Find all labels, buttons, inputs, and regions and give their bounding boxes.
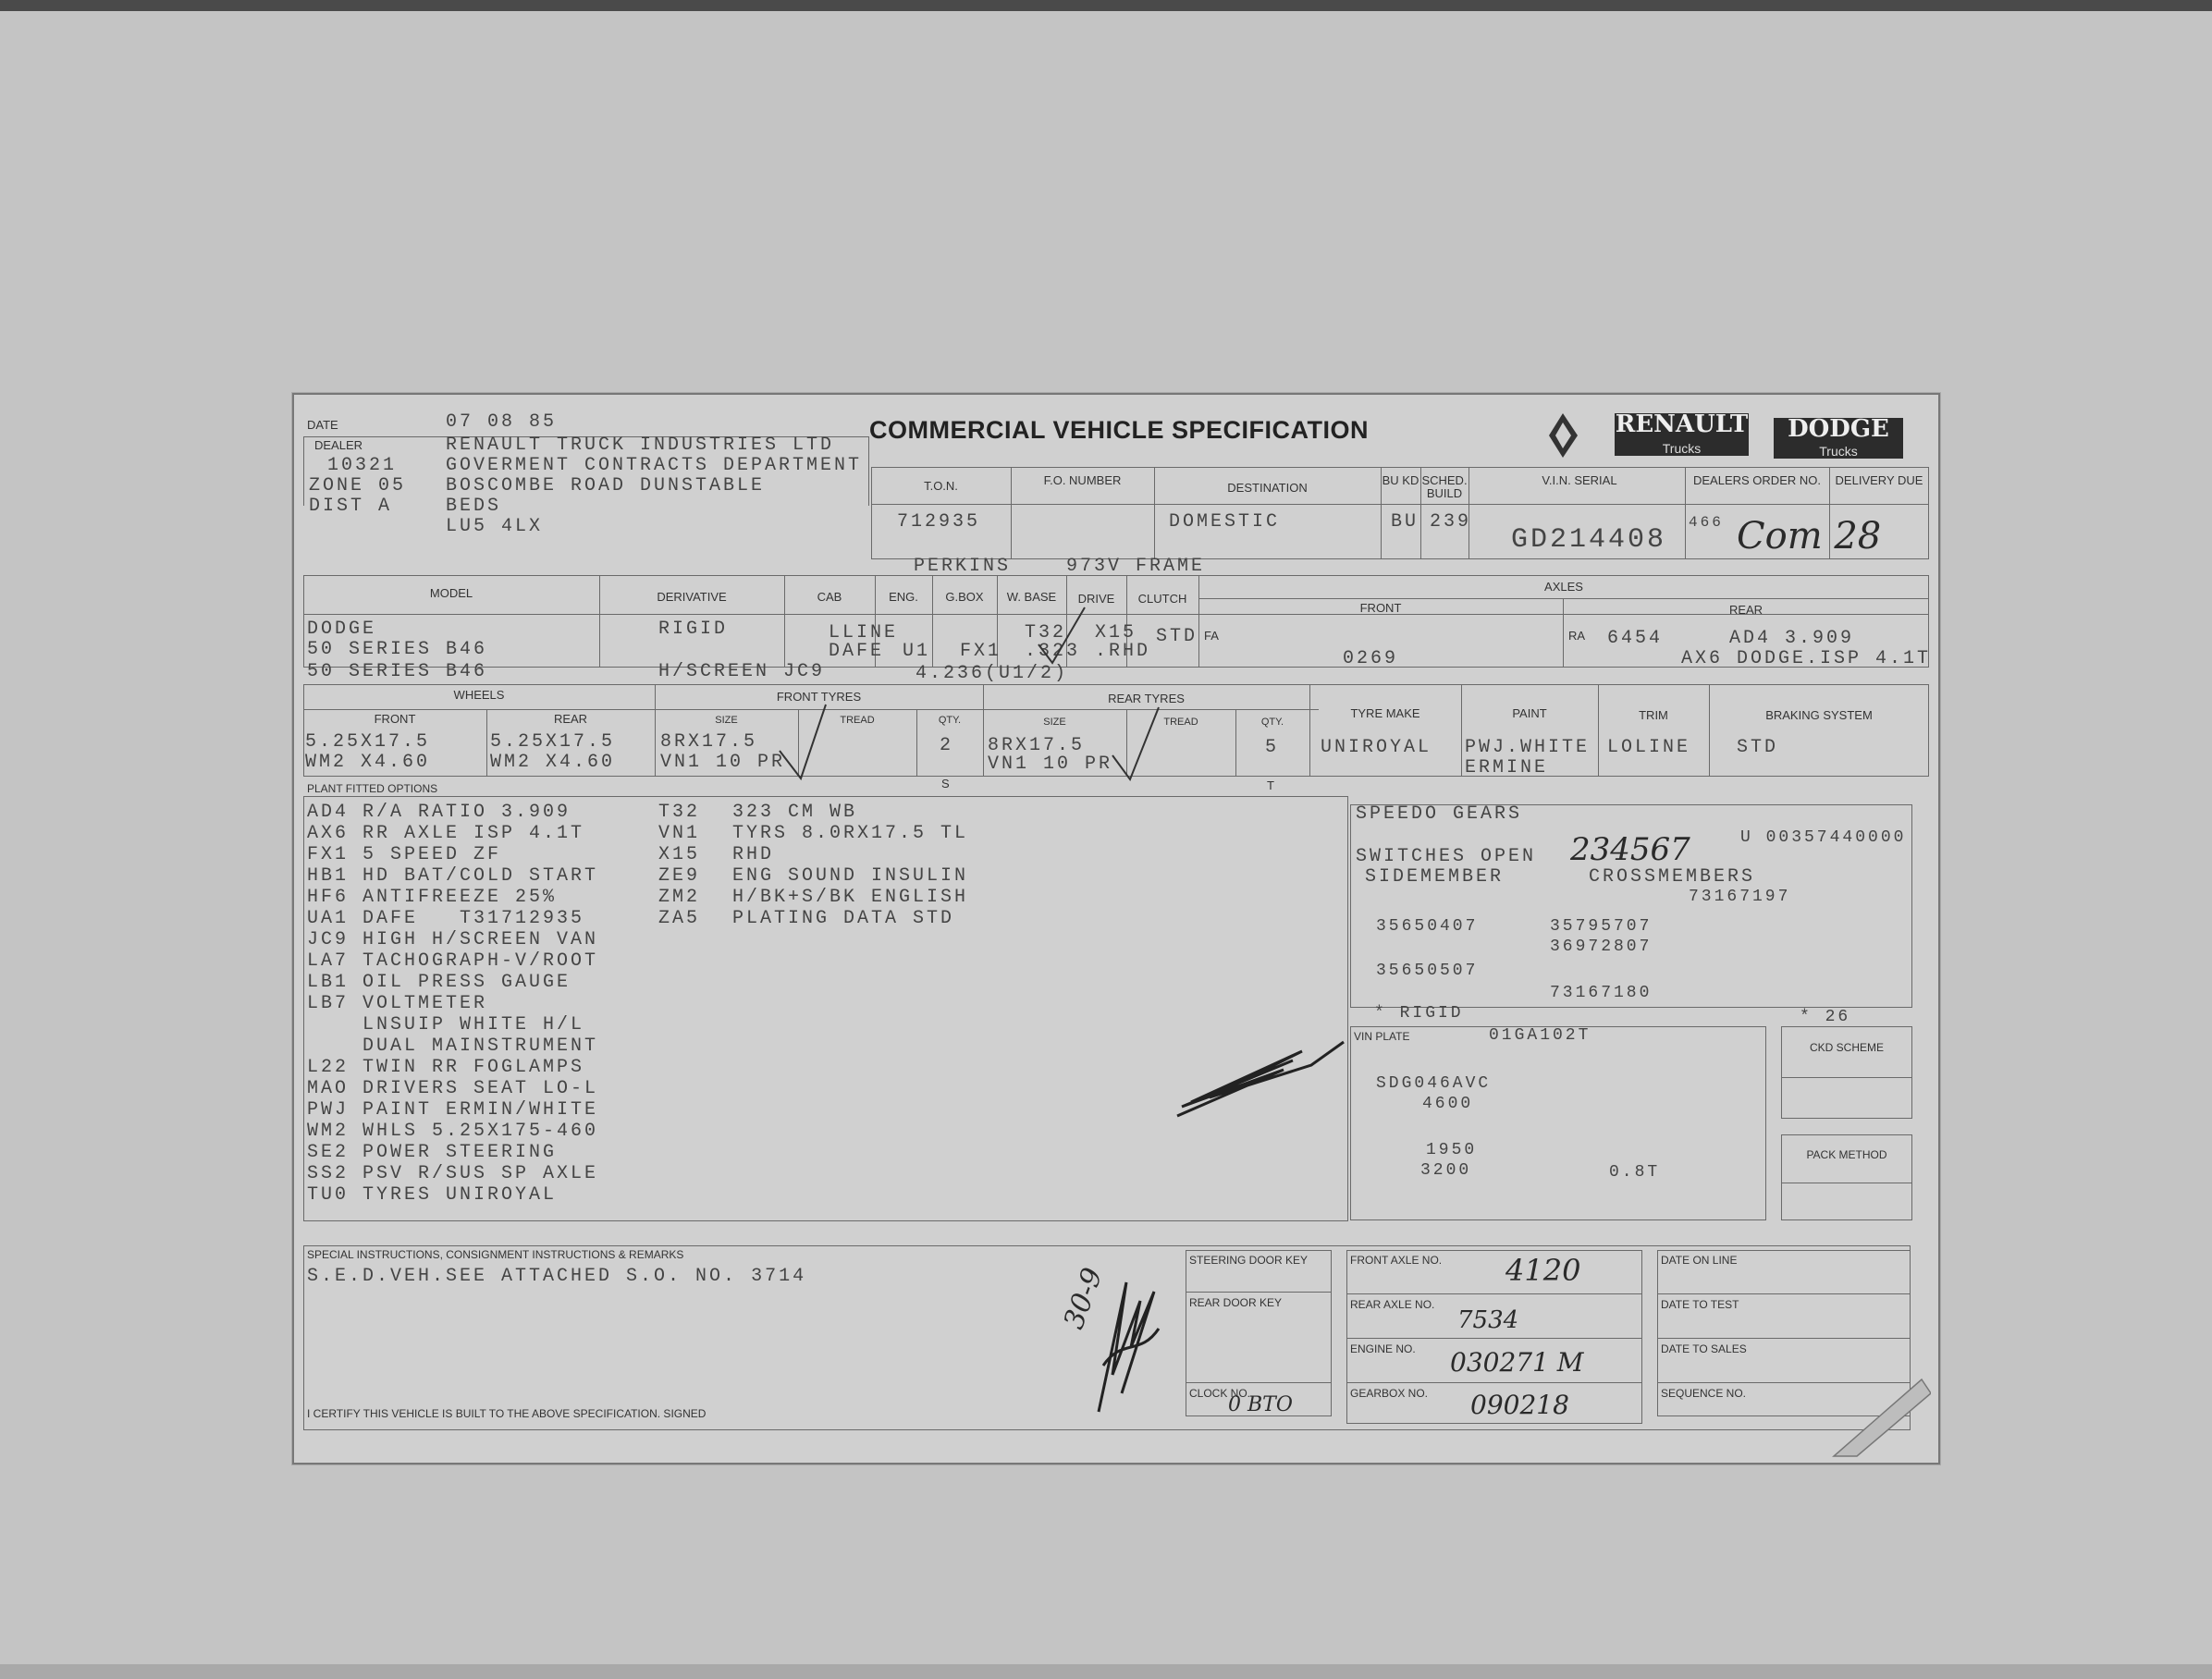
clutch-label: CLUTCH — [1137, 592, 1187, 606]
list-item: AD4 R/A RATIO 3.909 — [307, 801, 571, 823]
vin-value: GD214408 — [1511, 524, 1667, 556]
destination-label: DESTINATION — [1227, 481, 1308, 495]
front-tread-label: TREAD — [840, 715, 875, 726]
list-item: UA1 DAFE T31712935 — [307, 907, 585, 929]
dealer-district: DIST A — [309, 496, 393, 517]
signature — [1085, 1264, 1168, 1421]
options-right-list — [658, 802, 968, 929]
dodge-logo: DODGE Trucks — [1774, 418, 1903, 459]
date-to-sales-label: DATE TO SALES — [1661, 1342, 1747, 1355]
folded-corner — [1829, 1375, 1931, 1458]
rigid-note: * RIGID — [1374, 1004, 1464, 1023]
list-item: FX1 5 SPEED ZF — [307, 843, 502, 865]
gearbox-label: GEARBOX NO. — [1350, 1387, 1429, 1400]
engine-label: ENGINE NO. — [1350, 1342, 1416, 1355]
drive-value-2: .RHD — [1095, 641, 1151, 662]
ckd-scheme-label: CKD SCHEME — [1809, 1041, 1884, 1054]
axles-label: AXLES — [1544, 580, 1583, 594]
list-item: WM2 WHLS 5.25X175-460 — [307, 1120, 599, 1142]
engine-note: PERKINS 973V FRAME — [914, 556, 1206, 577]
destination-value: DOMESTIC — [1169, 511, 1281, 533]
checkmark-icon — [775, 700, 830, 783]
options-label: PLANT FITTED OPTIONS — [307, 782, 438, 795]
sign-date-handwritten: 30-9 — [1057, 1263, 1110, 1334]
drive-value-1: X15 — [1095, 622, 1137, 643]
dealer-line-5: LU5 4LX — [446, 516, 544, 537]
paint-label: PAINT — [1512, 706, 1547, 720]
rear-axle-handwritten: 7534 — [1457, 1306, 1519, 1334]
front-size-label: SIZE — [715, 715, 738, 726]
switches-handwritten: 234567 — [1570, 831, 1690, 868]
clock-handwritten: 0 BTO — [1228, 1393, 1293, 1416]
scribble-mark — [1173, 1033, 1358, 1125]
list-item: HF6 ANTIFREEZE 25% — [307, 886, 558, 908]
derivative-value-2: H/SCREEN JC9 — [658, 661, 826, 682]
model-line-2: 50 SERIES B46 — [307, 639, 488, 660]
fa-value: 0269 — [1343, 648, 1399, 669]
front-axle-handwritten: 4120 — [1505, 1253, 1581, 1288]
wbase-label: W. BASE — [1006, 590, 1057, 604]
pack-method-label: PACK METHOD — [1806, 1148, 1887, 1161]
date-to-test-label: DATE TO TEST — [1661, 1298, 1739, 1311]
front-tyres-label: FRONT TYRES — [776, 690, 862, 704]
trim-label: TRIM — [1639, 708, 1668, 722]
clock-label: CLOCK NO. — [1189, 1387, 1251, 1400]
star-26: * 26 — [1800, 1008, 1851, 1026]
ra-label: RA — [1568, 629, 1586, 643]
trim-value: LOLINE — [1607, 737, 1691, 758]
gearbox-handwritten: 090218 — [1470, 1390, 1569, 1420]
list-item: JC9 HIGH H/SCREEN VAN — [307, 928, 599, 950]
crossmembers-label: CROSSMEMBERS — [1589, 866, 1756, 888]
engine-handwritten: 030271 M — [1450, 1347, 1584, 1378]
list-item: VN1 TYRS 8.0RX17.5 TL — [658, 822, 969, 844]
vin-plate-code: 01GA102T — [1489, 1026, 1591, 1045]
axles-rear-label: REAR — [1728, 603, 1763, 617]
dealers-order-label: DEALERS ORDER NO. — [1693, 473, 1821, 487]
paint-value-2: ERMINE — [1465, 757, 1549, 778]
fo-label: F.O. NUMBER — [1043, 473, 1122, 487]
front-tyre-qty: 2 — [940, 735, 954, 756]
front-tyre-size-1: 8RX17.5 — [660, 731, 758, 753]
dealers-order-handwritten: Com 28 — [1737, 515, 1882, 558]
clutch-value: STD — [1156, 626, 1198, 647]
model-label: MODEL — [429, 586, 473, 600]
sequence-label: SEQUENCE NO. — [1661, 1387, 1747, 1400]
list-item: LNSUIP WHITE H/L — [363, 1013, 585, 1036]
sched-build-label: SCHED. BUILD — [1421, 473, 1468, 501]
pack-method-box — [1781, 1134, 1912, 1220]
ton-label: T.O.N. — [924, 479, 958, 493]
speedo-n5: 35650507 — [1376, 962, 1479, 980]
derivative-label: DERIVATIVE — [657, 590, 727, 604]
rear-tyre-size-2: VN1 10 PR — [988, 754, 1113, 775]
ton-value: 712935 — [897, 511, 981, 533]
braking-label: BRAKING SYSTEM — [1765, 708, 1873, 722]
t-mark: T — [1267, 778, 1274, 792]
rear-tread-label: TREAD — [1163, 717, 1198, 728]
vin-plate-line-1: SDG046AVC — [1376, 1074, 1492, 1093]
list-item: LA7 TACHOGRAPH-V/ROOT — [307, 950, 599, 972]
steering-key-label: STEERING DOOR KEY — [1189, 1254, 1309, 1267]
switches-label: SWITCHES OPEN — [1356, 846, 1537, 867]
dealer-line-2: GOVERMENT CONTRACTS DEPARTMENT — [446, 455, 863, 476]
photo-top-border — [0, 0, 2212, 11]
rear-size-label: SIZE — [1043, 717, 1066, 728]
ra-value: 6454 — [1607, 628, 1664, 649]
dealers-order-prefix: 466 — [1689, 514, 1724, 531]
vin-plate-label: VIN PLATE — [1354, 1030, 1410, 1043]
list-item: LB7 VOLTMETER — [307, 992, 488, 1014]
list-item: T32 323 CM WB — [658, 801, 858, 823]
speedo-n2: 35650407 — [1376, 917, 1479, 936]
list-item: AX6 RR AXLE ISP 4.1T — [307, 822, 585, 844]
list-item: L22 TWIN RR FOGLAMPS — [307, 1056, 585, 1078]
date-label: DATE — [307, 418, 338, 432]
list-item: X15 RHD — [658, 843, 775, 865]
model-line-3: 50 SERIES B46 — [307, 661, 488, 682]
rear-wheel-2: WM2 X4.60 — [490, 752, 616, 773]
speedo-title: SPEEDO GEARS — [1356, 803, 1523, 825]
form-title: COMMERCIAL VEHICLE SPECIFICATION — [869, 416, 1370, 444]
dealer-code: 10321 — [327, 455, 398, 476]
rear-axle-label: REAR AXLE NO. — [1350, 1298, 1435, 1311]
ratio-note: 4.236(U1/2) — [916, 663, 1069, 684]
model-line-1: DODGE — [307, 619, 377, 640]
vin-plate-line-4: 1950 — [1426, 1141, 1478, 1159]
front-axle-label: FRONT AXLE NO. — [1350, 1254, 1443, 1267]
braking-value: STD — [1737, 737, 1779, 758]
speedo-n3: 35795707 — [1550, 917, 1653, 936]
derivative-value: RIGID — [658, 619, 729, 640]
list-item: ZA5 PLATING DATA STD — [658, 907, 955, 929]
date-value: 07 08 85 — [446, 411, 558, 433]
list-item: TU0 TYRES UNIROYAL — [307, 1183, 558, 1206]
renault-diamond-icon — [1547, 411, 1579, 456]
rear-tyres-label: REAR TYRES — [1108, 692, 1185, 705]
wheels-label: WHEELS — [453, 688, 505, 702]
speedo-n4: 36972807 — [1550, 938, 1653, 956]
special-instructions-label: SPECIAL INSTRUCTIONS, CONSIGNMENT INSTRUCTIONS & REMARKS — [307, 1248, 684, 1261]
rear-axle-line-1: AD4 3.909 — [1729, 628, 1855, 649]
cab-value-2: DAFE — [829, 641, 885, 662]
list-item: MAO DRIVERS SEAT LO-L — [307, 1077, 599, 1099]
front-qty-label: QTY. — [938, 715, 962, 726]
vin-label: V.I.N. SERIAL — [1542, 473, 1617, 487]
vin-plate-line-5: 3200 — [1420, 1161, 1472, 1180]
eng-label: ENG. — [889, 590, 918, 604]
checkmark-icon — [1034, 603, 1089, 668]
list-item: PWJ PAINT ERMIN/WHITE — [307, 1098, 599, 1121]
ckd-scheme-box — [1781, 1026, 1912, 1119]
bu-kd-label: BU KD — [1382, 473, 1419, 487]
gbox-value: FX1 — [960, 641, 1002, 662]
drive-label: DRIVE — [1077, 592, 1115, 606]
gbox-label: G.BOX — [945, 590, 984, 604]
rear-wheel-1: 5.25X17.5 — [490, 731, 616, 753]
date-online-label: DATE ON LINE — [1661, 1254, 1738, 1267]
checkmark-icon — [1108, 700, 1163, 783]
paint-value-1: PWJ.WHITE — [1465, 737, 1591, 758]
cab-label: CAB — [817, 590, 842, 604]
front-wheel-2: WM2 X4.60 — [305, 752, 431, 773]
rear-tyre-qty: 5 — [1265, 737, 1280, 758]
list-item: LB1 OIL PRESS GAUGE — [307, 971, 571, 993]
front-tyre-size-2: VN1 10 PR — [660, 752, 786, 773]
rear-door-key-label: REAR DOOR KEY — [1189, 1296, 1283, 1309]
rear-qty-label: QTY. — [1260, 717, 1284, 728]
dealer-zone: ZONE 05 — [309, 475, 407, 496]
dealer-line-1: RENAULT TRUCK INDUSTRIES LTD — [446, 435, 835, 456]
renault-logo: RENAULT Trucks — [1615, 411, 1749, 456]
tyre-make-value: UNIROYAL — [1321, 737, 1432, 758]
list-item: ZE9 ENG SOUND INSULIN — [658, 864, 969, 887]
speedo-n1: 73167197 — [1689, 888, 1791, 906]
dealer-line-4: BEDS — [446, 496, 502, 517]
axles-front-label: FRONT — [1359, 601, 1402, 615]
list-item: SE2 POWER STEERING — [307, 1141, 558, 1163]
wbase-value-2: .323 — [1025, 641, 1081, 662]
list-item: SS2 PSV R/SUS SP AXLE — [307, 1162, 599, 1184]
s-mark: S — [941, 777, 950, 790]
list-item: DUAL MAINSTRUMENT — [363, 1035, 599, 1057]
wbase-value-1: T32 — [1025, 622, 1067, 643]
specification-card — [292, 393, 1940, 1465]
wheels-front-label: FRONT — [374, 712, 416, 726]
fa-label: FA — [1204, 629, 1219, 643]
photo-bottom-border — [0, 1664, 2212, 1679]
vin-plate-line-2: 4600 — [1422, 1095, 1474, 1113]
certify-text: I CERTIFY THIS VEHICLE IS BUILT TO THE ABOVE SPECIFICATION. SIGNED — [307, 1407, 707, 1420]
speedo-code: U 00357440000 — [1740, 828, 1907, 847]
delivery-due-label: DELIVERY DUE — [1835, 473, 1923, 487]
list-item: ZM2 H/BK+S/BK ENGLISH — [658, 886, 969, 908]
dealer-line-3: BOSCOMBE ROAD DUNSTABLE — [446, 475, 766, 496]
options-left-list — [307, 802, 598, 1206]
bu-kd-value: BU — [1391, 511, 1419, 533]
special-instructions-value: S.E.D.VEH.SEE ATTACHED S.O. NO. 3714 — [307, 1266, 807, 1287]
rear-tyre-size-1: 8RX17.5 — [988, 735, 1086, 756]
dealer-label: DEALER — [314, 438, 363, 452]
eng-value: U1 — [903, 641, 931, 662]
speedo-n6: 73167180 — [1550, 984, 1653, 1002]
sched-build-value: 239 — [1430, 511, 1472, 533]
cab-value-1: LLINE — [829, 622, 899, 643]
vin-plate-extra: 0.8T — [1609, 1163, 1661, 1182]
sidemember-label: SIDEMEMBER — [1365, 866, 1505, 888]
list-item: HB1 HD BAT/COLD START — [307, 864, 599, 887]
wheels-rear-label: REAR — [553, 712, 588, 726]
rear-axle-line-2: AX6 DODGE.ISP 4.1T — [1681, 648, 1932, 669]
tyre-make-label: TYRE MAKE — [1350, 706, 1420, 720]
vin-plate-box — [1350, 1026, 1766, 1220]
front-wheel-1: 5.25X17.5 — [305, 731, 431, 753]
